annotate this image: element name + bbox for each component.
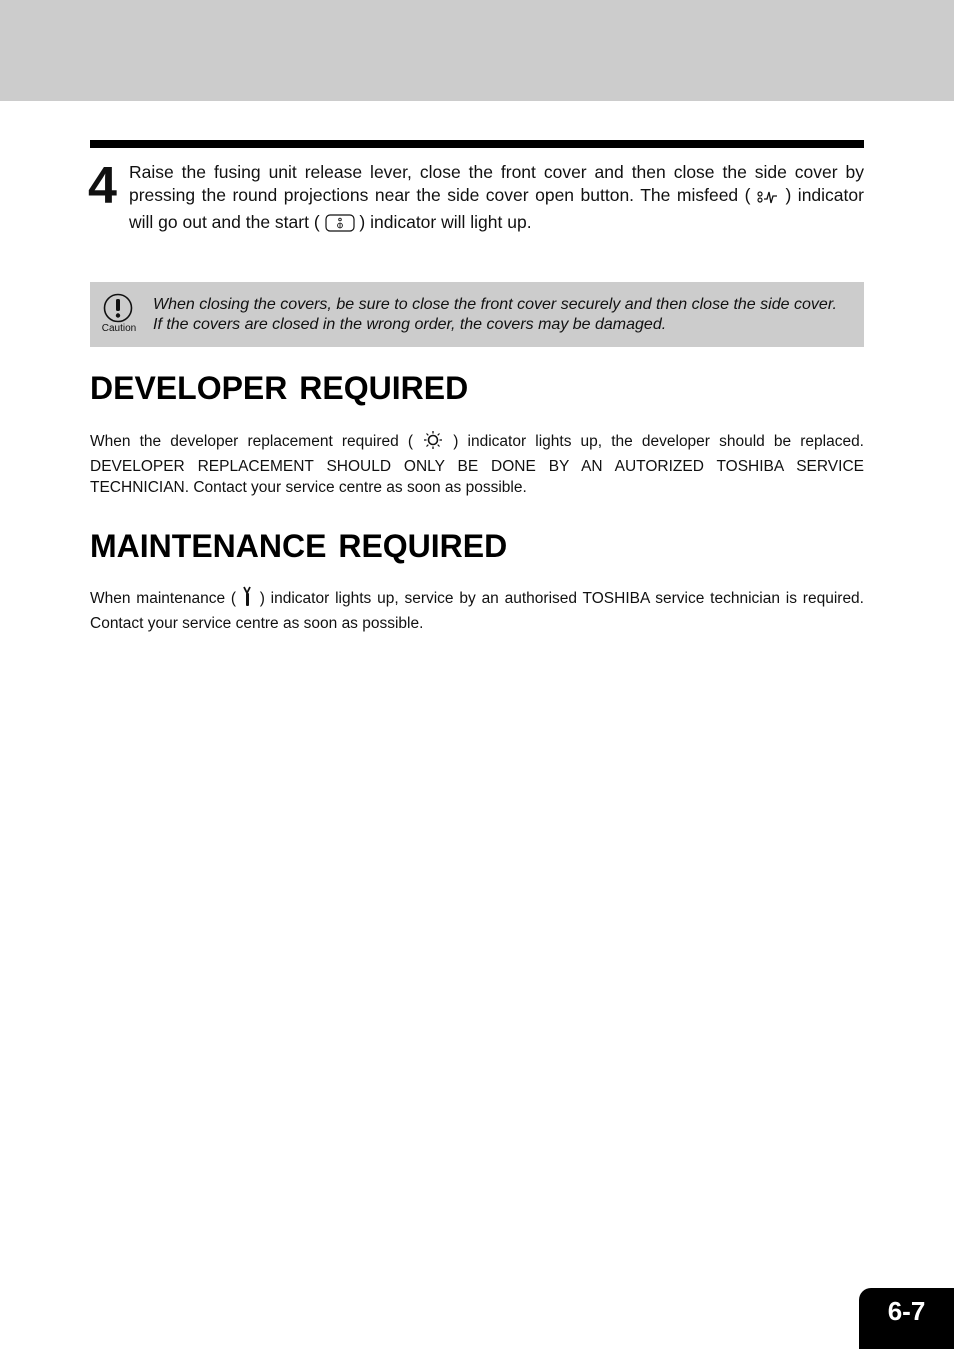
- page-number: 6-7: [887, 1296, 926, 1326]
- developer-required-text: [90, 430, 864, 498]
- step-instruction: [129, 161, 864, 238]
- caution-label: Caution: [101, 323, 137, 334]
- step-number: 4: [88, 157, 117, 215]
- developer-indicator-icon: [422, 430, 444, 456]
- maintenance-wrench-icon: [242, 585, 254, 613]
- step-text-part-2: ) indicator will go out and the start (: [129, 185, 864, 232]
- caution-exclamation-icon: [103, 293, 133, 323]
- caution-text: When closing the covers, be sure to close the front cover securely and then close the side cover. If the covers are closed in the wrong order, the covers may be damaged.: [153, 296, 837, 333]
- developer-text-part-2: ) indicator lights up, the developer should be replaced. DEVELOPER REPLACEMENT SHOULD ONLY BE DONE BY AN AUTORIZED TOSHIBA SERVICE TECHNICIAN. Contact your service centre as soon as possible.: [90, 433, 864, 496]
- misfeed-indicator-icon: [757, 188, 779, 211]
- step-text-part-3: ) indicator will light up.: [359, 212, 532, 232]
- maintenance-text-part-2: ) indicator lights up, service by an authorised TOSHIBA service technician is required. Contact your service centre as soon as possible.: [90, 590, 864, 632]
- step-text-part-1: Raise the fusing unit release lever, close the front cover and then close the side cover by pressing the round projections near the side cover open button. The misfeed (: [129, 162, 864, 205]
- developer-required-heading: DEVELOPER REQUIRED: [90, 370, 469, 406]
- caution-note: [90, 282, 864, 347]
- section-rule: [90, 140, 864, 148]
- header-band: [0, 0, 954, 101]
- page-number-tab: [859, 1288, 954, 1349]
- maintenance-required-text: [90, 585, 864, 634]
- maintenance-required-heading: MAINTENANCE REQUIRED: [90, 528, 508, 564]
- maintenance-text-part-1: When maintenance (: [90, 590, 237, 607]
- start-indicator-icon: [325, 214, 355, 238]
- developer-text-part-1: When the developer replacement required (: [90, 433, 414, 450]
